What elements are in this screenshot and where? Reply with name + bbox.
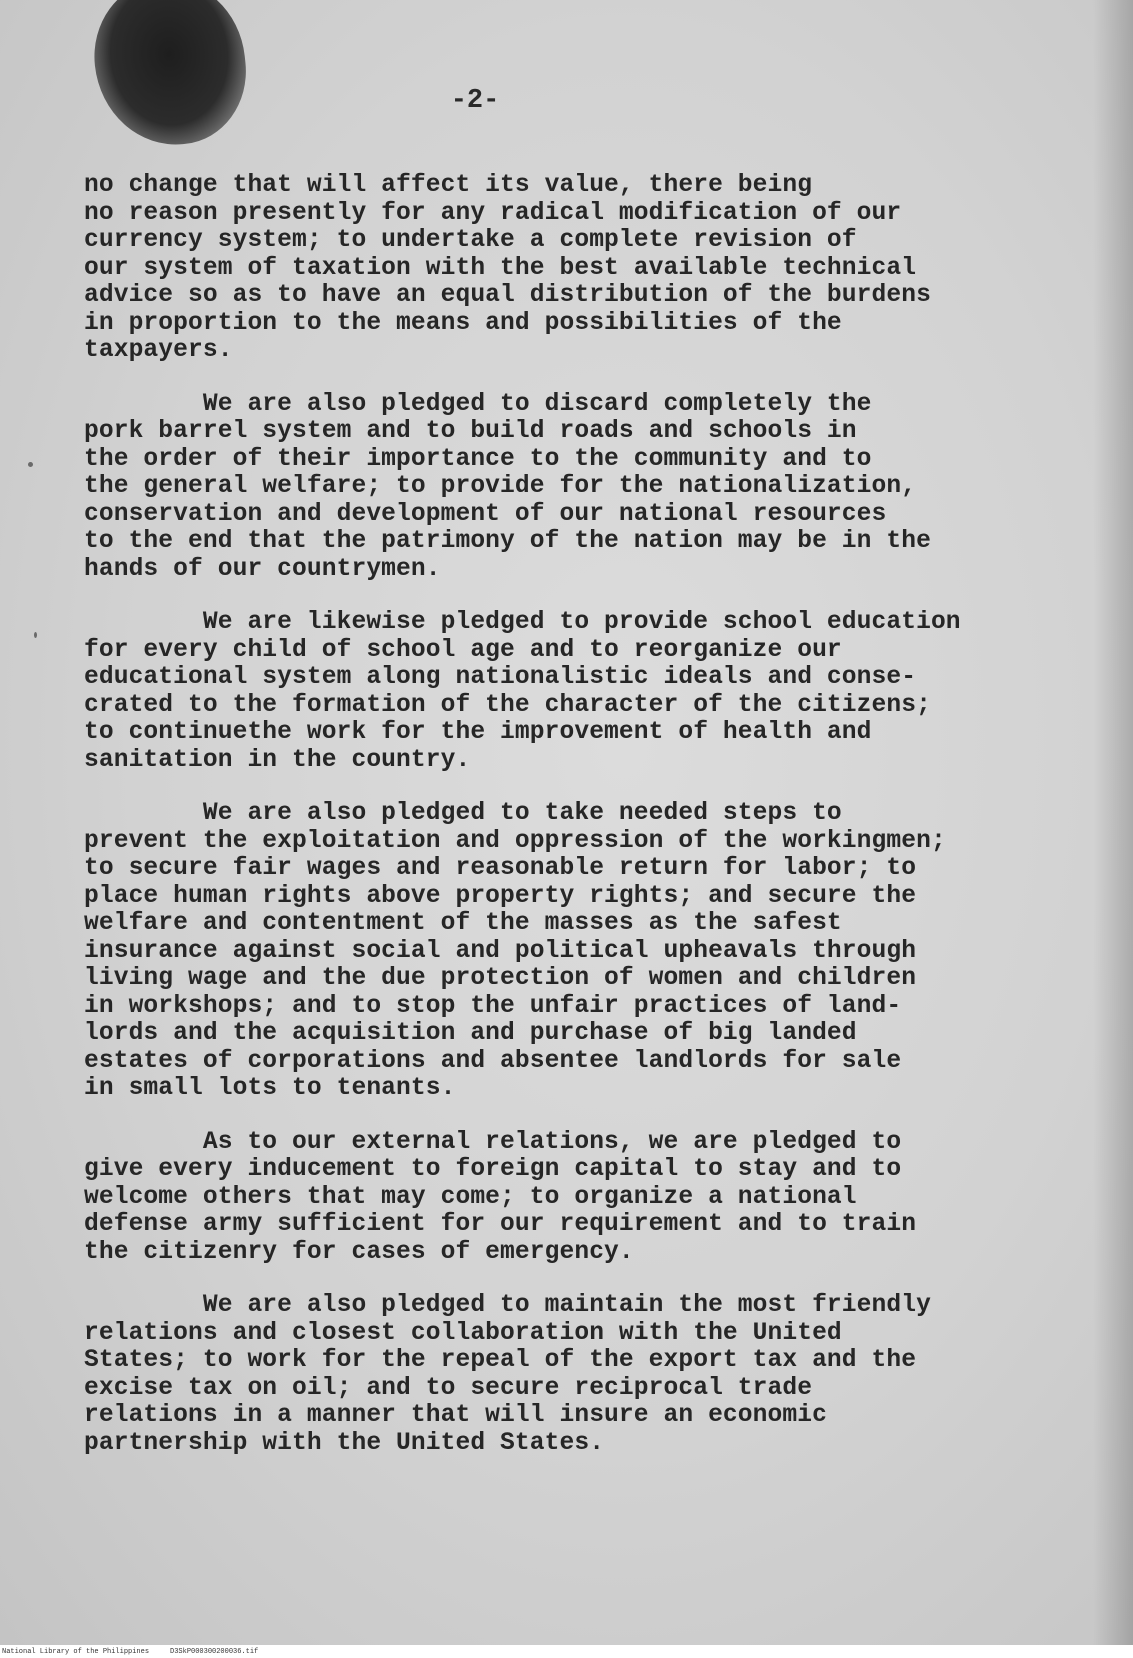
paragraph-education: We are likewise pledged to provide school education for every child of school age and to reorganize our educational system along nationalistic ideals and conse- crated to the formation of the character of the citizens; to continuethe work for the improvement of health and sanitation in the country. xyxy=(84,609,961,774)
dust-speck xyxy=(28,462,33,467)
ink-stain xyxy=(87,0,253,152)
paragraph-united-states: We are also pledged to maintain the most friendly relations and closest collaboration with the United States; to work for the repeal of the export tax and the excise tax on oil; and to secure reciprocal trade relations in a manner that will insure an economic partnership with the United States. xyxy=(84,1292,931,1457)
scan-footer: National Library of the Philippines D3SkP000300200036.tif xyxy=(2,1648,259,1656)
dust-speck xyxy=(34,632,37,638)
document-body xyxy=(84,172,1104,1483)
paragraph-labor: We are also pledged to take needed steps to prevent the exploitation and oppression of the workingmen; to secure fair wages and reasonable return for labor; to place human rights above property rights; and secure the welfare and contentment of the masses as the safest insurance against social and political upheavals through living wage and the due protection of women and children in workshops; and to stop the unfair practices of land- lords and the acquisition and purchase of big landed estates of corporations and absentee landlords for sale in small lots to tenants. xyxy=(84,800,946,1102)
page-number: -2- xyxy=(450,86,500,116)
paragraph-external-relations: As to our external relations, we are pledged to give every inducement to foreign capital to stay and to welcome others that may come; to organize a national defense army sufficient for our requirement and to train the citizenry for cases of emergency. xyxy=(84,1128,917,1266)
paragraph-pork-barrel: We are also pledged to discard completely the pork barrel system and to build roads and schools in the order of their importance to the community and to the general welfare; to provide for the nationalization, conservation and development of our national resources to the end that the patrimony of the nation may be in the hands of our countrymen. xyxy=(84,390,931,583)
paragraph-currency-taxation: no change that will affect its value, there being no reason presently for any radical modification of our currency system; to undertake a complete revision of our system of taxation with the best available technical advice so as to have an equal distribution of the burdens in proportion to the means and possibilities of the taxpayers. xyxy=(84,172,931,364)
